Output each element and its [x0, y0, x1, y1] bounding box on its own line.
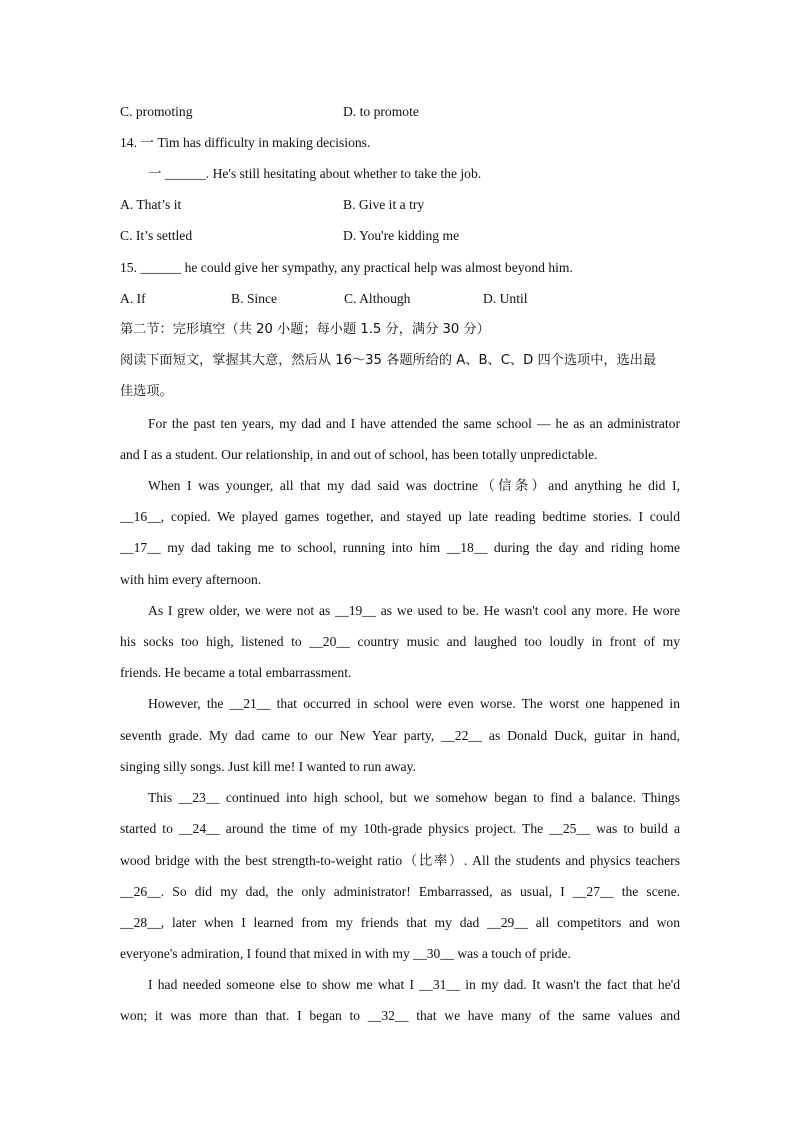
passage-line: with him every afternoon.: [120, 572, 262, 587]
question-14-options-ab: [120, 195, 680, 215]
section-instruction-line-2: 佳选项。: [120, 384, 173, 399]
section-heading: 第二节：完形填空（共 20 小题；每小题 1.5 分，满分 30 分）: [120, 322, 490, 337]
passage-line: I had needed someone else to show me what I __31__ in my dad. It wasn't the fact that he'd: [148, 977, 680, 992]
passage-line: __17__ my dad taking me to school, running into him __18__ during the day and riding home: [120, 540, 680, 555]
passage-line: won; it was more than that. I began to __32__ that we have many of the same values and: [120, 1008, 680, 1023]
q14-option-c: C. It’s settled: [120, 228, 193, 243]
passage-line: __26__. So did my dad, the only administrator! Embarrassed, as usual, I __27__ the scene.: [120, 884, 680, 899]
passage-line: friends. He became a total embarrassment.: [120, 665, 352, 680]
q14-option-b: B. Give it a try: [343, 197, 425, 212]
passage-line: and I as a student. Our relationship, in and out of school, has been totally unpredictable.: [120, 447, 598, 462]
passage-line: __28__, later when I learned from my friends that my dad __29__ all competitors and won: [120, 915, 680, 930]
q15-option-d: D. Until: [483, 291, 528, 306]
passage-line: When I was younger, all that my dad said was doctrine（信条）and anything he did I,: [148, 478, 680, 493]
passage-line: everyone's admiration, I found that mixed in with my __30__ was a touch of pride.: [120, 946, 571, 961]
passage-line: wood bridge with the best strength-to-weight ratio（比率）. All the students and physics teachers: [120, 853, 680, 868]
question-14-stem: 14. 一 Tim has difficulty in making decisions.: [120, 135, 371, 150]
question-15-stem: 15. ______ he could give her sympathy, any practical help was almost beyond him.: [120, 260, 573, 275]
q15-option-c: C. Although: [344, 291, 411, 306]
q15-option-b: B. Since: [231, 291, 278, 306]
passage-line: However, the __21__ that occurred in school were even worse. The worst one happened in: [148, 696, 680, 711]
q14-option-a: A. That’s it: [120, 197, 182, 212]
passage-line: This __23__ continued into high school, but we somehow began to find a balance. Things: [148, 790, 680, 805]
question-15-options: [120, 289, 680, 309]
passage-line: For the past ten years, my dad and I have attended the same school — he as an administrator: [148, 416, 680, 431]
section-instruction-line-1: 阅读下面短文，掌握其大意，然后从 16～35 各题所给的 A、B、C、D 四个选项中，选出最: [120, 353, 657, 368]
passage-line: started to __24__ around the time of my 10th-grade physics project. The __25__ was to build a: [120, 821, 680, 836]
passage-line: seventh grade. My dad came to our New Year party, __22__ as Donald Duck, guitar in hand,: [120, 728, 680, 743]
passage-line: his socks too high, listened to __20__ country music and laughed too loudly in front of my: [120, 634, 680, 649]
q13-option-c: C. promoting: [120, 104, 193, 119]
question-14-options-cd: [120, 226, 680, 246]
passage-line: singing silly songs. Just kill me! I wanted to run away.: [120, 759, 416, 774]
passage-line: As I grew older, we were not as __19__ as we used to be. He wasn't cool any more. He wore: [148, 603, 680, 618]
question-14-reply: 一 ______. He's still hesitating about whether to take the job.: [148, 166, 482, 181]
passage-line: __16__, copied. We played games together, and stayed up late reading bedtime stories. I could: [120, 509, 680, 524]
question-13-options: [120, 102, 680, 122]
q13-option-d: D. to promote: [343, 104, 419, 119]
q15-option-a: A. If: [120, 291, 146, 306]
q14-option-d: D. You're kidding me: [343, 228, 460, 243]
